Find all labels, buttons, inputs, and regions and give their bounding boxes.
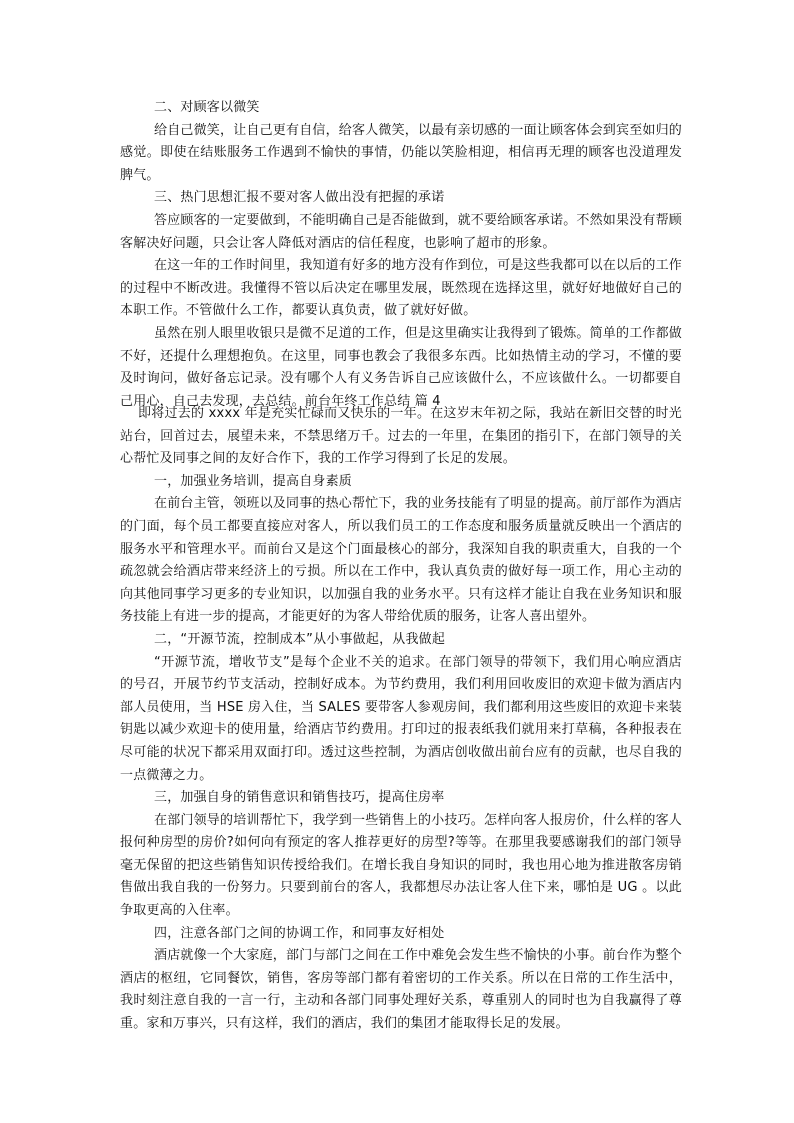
paragraph-intro: 即将过去的 xxxx 年是充实忙碌而又快乐的一年。在这岁末年初之际，我站在新旧交替的时光站台，回首过去，展望未来，不禁思绪万千。过去的一年里，在集团的指引下，在部门领导的关心帮忙及同事之间的友好合作下，我的工作学习得到了长足的发展。	[120, 406, 682, 467]
text-section-one	[120, 97, 682, 413]
heading-smile-at-customers: 二、对顾客以微笑	[154, 100, 260, 115]
paragraph-smile: 给自己微笑，让自己更有自信，给客人微笑，以最有亲切感的一面让顾客体会到宾至如归的感觉。即使在结账服务工作遇到不愉快的事情，仍能以笑脸相迎，相信再无理的顾客也没道理发脾气。	[120, 122, 683, 183]
paragraph-sales-skills: 在部门领导的培训帮忙下，我学到一些销售上的小技巧。怎样向客人报房价，什么样的客人报何种房型的房价?如何向有预定的客人推荐更好的房型?等等。在那里我要感谢我们的部门领导毫无保留的把这些销售知识传授给我们。在增长我自身知识的同时，我也用心地为推进散客房销售做出我自我的一份努力。只要到前台的客人，我都想尽办法让客人住下来，哪怕是 UG 。以此争取更高的入住率。	[120, 812, 683, 919]
paragraph-cost-control: “开源节流，增收节支”是每个企业不关的追求。在部门领导的带领下，我们用心响应酒店的号召，开展节约节支活动，控制好成本。为节约费用，我们利用回收废旧的欢迎卡做为酒店内部人员使用，当 HSE 房入住，当 SALES 要带客人参观房间，我们都利用这些废旧的欢迎卡来装钥匙以减少欢迎卡的使用量，给酒店节约费用。打印过的报表纸我们就用来打草稿，各种报表在尽可能的状况下都采用双面打印。透过这些控制，为酒店创收做出前台应有的贡献，也尽自我的一点微薄之力。	[120, 654, 682, 783]
paragraph-year-review: 在这一年的工作时间里，我知道有好多的地方没有作到位，可是这些我都可以在以后的工作的过程中不断改进。我懂得不管以后决定在哪里发展，既然现在选择这里，就好好地做好自己的本职工作。不管做什么工作，都要认真负责，做了就好好做。	[120, 258, 683, 319]
heading-coordination: 四，注意各部门之间的协调工作，和同事友好相处	[154, 925, 445, 941]
paragraph-coordination: 酒店就像一个大家庭，部门与部门之间在工作中难免会发生些不愉快的小事。前台作为整个酒店的枢纽，它同餐饮，销售，客房等部门都有着密切的工作关系。所以在日常的工作生活中，我时刻注意自我的一言一行，主动和各部门同事处理好关系，尊重别人的同时也为自我赢得了尊重。家和万事兴，只有这样，我们的酒店，我们的集团才能取得长足的发展。	[120, 948, 683, 1032]
heading-cost-control: 二，“开源节流，控制成本”从小事做起，从我做起	[154, 631, 446, 647]
paragraph-cashier-work: 虽然在别人眼里收银只是微不足道的工作，但是这里确实让我得到了锻炼。简单的工作都做不好，还提什么理想抱负。在这里，同事也教会了我很多东西。比如热情主动的学习，不懂的要及时询问，做好备忘记录。没有哪个人有义务告诉自己应该做什么，不应该做什么。一切都要自己用心，自己去发现，去总结。前台年终工作总结 篇 4	[120, 325, 683, 409]
heading-sales-skills: 三，加强自身的销售意识和销售技巧，提高住房率	[154, 790, 445, 806]
text-section-two	[120, 403, 682, 1036]
heading-business-training: 一，加强业务培训，提高自身素质	[154, 473, 353, 489]
paragraph-business-training: 在前台主管，领班以及同事的热心帮忙下，我的业务技能有了明显的提高。前厅部作为酒店的门面，每个员工都要直接应对客人，所以我们员工的工作态度和服务质量就反映出一个酒店的服务水平和管理水平。而前台又是这个门面最核心的部分，我深知自我的职责重大，自我的一个疏忽就会给酒店带来经济上的亏损。所以在工作中，我认真负责的做好每一项工作，用心主动的向其他同事学习更多的专业知识，以加强自我的业务水平。只有这样才能让自我在业务知识和服务技能上有进一步的提高，才能更好的为客人带给优质的服务，让客人喜出望外。	[120, 496, 683, 625]
heading-no-uncertain-promises: 三、热门思想汇报不要对客人做出没有把握的承诺	[154, 190, 445, 206]
paragraph-promises: 答应顾客的一定要做到，不能明确自己是否能做到，就不要给顾客承诺。不然如果没有帮顾客解决好问题，只会让客人降低对酒店的信任程度，也影响了超市的形象。	[120, 212, 683, 251]
